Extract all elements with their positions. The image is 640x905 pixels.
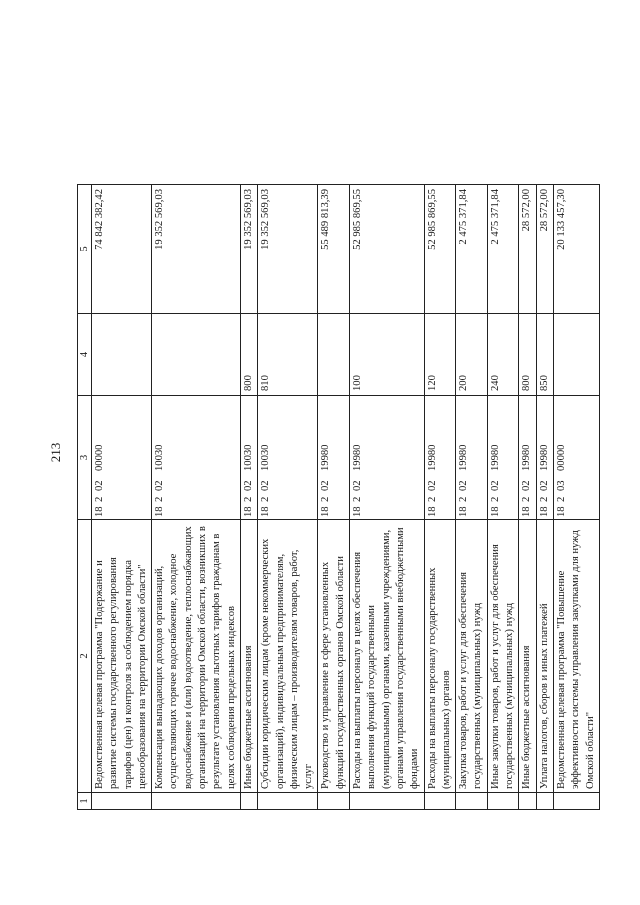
row-kind-cell: 810 <box>258 314 318 396</box>
code-part: 18 <box>489 506 501 517</box>
row-code-cell <box>519 396 536 520</box>
classification-code <box>489 398 503 517</box>
classification-code <box>538 398 552 517</box>
code-part: 02 <box>320 480 332 491</box>
row-code-cell <box>424 396 456 520</box>
classification-code <box>351 398 365 517</box>
row-kind-cell: 240 <box>487 314 519 396</box>
row-kind-cell: 100 <box>350 314 424 396</box>
row-code-cell <box>240 396 257 520</box>
row-code-cell <box>456 396 488 520</box>
row-number-cell <box>350 793 424 810</box>
table-row <box>487 185 519 810</box>
row-number-cell <box>519 793 536 810</box>
row-amount-cell: 19 352 569,03 <box>258 185 318 314</box>
code-part: 02 <box>489 480 501 491</box>
code-part: 18 <box>538 506 550 517</box>
row-number-cell <box>553 793 599 810</box>
code-part: 02 <box>260 480 272 491</box>
row-kind-cell: 200 <box>456 314 488 396</box>
row-kind-cell <box>152 314 241 396</box>
code-part: 2 <box>426 496 438 502</box>
row-amount-cell: 55 489 813,39 <box>318 185 350 314</box>
row-number-cell <box>487 793 519 810</box>
table-row <box>519 185 536 810</box>
code-part: 02 <box>538 480 550 491</box>
row-amount-cell: 28 572,00 <box>519 185 536 314</box>
row-number-cell <box>258 793 318 810</box>
code-part: 2 <box>521 496 533 502</box>
code-part: 18 <box>242 506 254 517</box>
code-part: 18 <box>260 506 272 517</box>
row-kind-cell: 850 <box>536 314 553 396</box>
code-part: 00000 <box>94 444 105 471</box>
code-part: 2 <box>555 496 567 502</box>
row-number-cell <box>92 793 152 810</box>
row-number-cell <box>318 793 350 810</box>
table-row <box>152 185 241 810</box>
code-part: 2 <box>489 496 501 502</box>
row-code-cell <box>553 396 599 520</box>
code-part: 2 <box>260 496 272 502</box>
row-code-cell <box>487 396 519 520</box>
code-part: 18 <box>458 506 470 517</box>
classification-code <box>520 398 534 517</box>
classification-code <box>426 398 440 517</box>
row-kind-cell: 800 <box>519 314 536 396</box>
row-code-cell <box>536 396 553 520</box>
budget-table-body <box>78 185 600 810</box>
row-kind-cell: 120 <box>424 314 456 396</box>
code-part: 19980 <box>458 444 470 471</box>
row-number-cell <box>152 793 241 810</box>
row-amount-cell: 52 985 869,55 <box>350 185 424 314</box>
classification-code <box>259 398 273 517</box>
code-part: 10030 <box>242 444 254 471</box>
table-row <box>456 185 488 810</box>
code-part: 2 <box>320 496 332 502</box>
code-part: 02 <box>458 480 470 491</box>
row-name-cell: Иные бюджетные ассигнования <box>519 520 536 793</box>
table-row <box>92 185 152 810</box>
code-part: 19980 <box>426 444 438 471</box>
row-kind-cell: 800 <box>240 314 257 396</box>
code-part: 19980 <box>521 444 533 471</box>
classification-code <box>93 398 107 517</box>
code-part: 18 <box>352 506 364 517</box>
code-part: 19980 <box>489 444 501 471</box>
row-amount-cell: 74 842 382,42 <box>92 185 152 314</box>
column-number: 4 <box>78 314 92 396</box>
row-kind-cell <box>92 314 152 396</box>
page-number: 213 <box>48 442 63 463</box>
row-code-cell <box>258 396 318 520</box>
code-part: 03 <box>555 480 567 491</box>
code-part: 19980 <box>320 444 332 471</box>
row-code-cell <box>152 396 241 520</box>
code-part: 18 <box>555 506 567 517</box>
row-code-cell <box>92 396 152 520</box>
row-code-cell <box>350 396 424 520</box>
row-name-cell: Закупка товаров, работ и услуг для обеспечения государственных (муниципальных) нужд <box>456 520 488 793</box>
row-kind-cell <box>318 314 350 396</box>
code-part: 10030 <box>154 444 166 471</box>
code-part: 18 <box>94 506 105 517</box>
row-name-cell: Ведомственная целевая программа "Подержание и развитие системы государственного регулирования тарифов (цен) и контроля за соблюдением порядка ценообразования на территории Омской области" <box>92 520 152 793</box>
code-part: 02 <box>352 480 364 491</box>
column-number: 5 <box>78 185 92 314</box>
code-part: 18 <box>521 506 533 517</box>
row-amount-cell: 28 572,00 <box>536 185 553 314</box>
column-number: 1 <box>78 793 92 810</box>
table-row <box>553 185 599 810</box>
classification-code <box>242 398 256 517</box>
row-number-cell <box>456 793 488 810</box>
code-part: 02 <box>154 480 166 491</box>
row-amount-cell: 20 133 457,30 <box>553 185 599 314</box>
row-kind-cell <box>553 314 599 396</box>
row-name-cell: Компенсация выпадающих доходов организаций, осуществляющих горячее водоснабжение, холодное водоснабжение и (или) водоотведение, теплоснабжающих организаций на территории Омской области, возникших в результате установления льготных тарифов гражданам в целях соблюдения предельных индексов <box>152 520 241 793</box>
classification-code <box>555 398 569 517</box>
row-name-cell: Ведомственная целевая программа "Повышение эффективности системы управления закупками для нужд Омской области" <box>553 520 599 793</box>
table-row <box>318 185 350 810</box>
table-row <box>350 185 424 810</box>
row-number-cell <box>536 793 553 810</box>
column-number: 2 <box>78 520 92 793</box>
code-part: 02 <box>426 480 438 491</box>
row-name-cell: Руководство и управление в сфере установленных функций государственных органов Омской области <box>318 520 350 793</box>
row-name-cell: Субсидии юридическим лицам (кроме некоммерческих организаций), индивидуальным предпринимателям, физическим лицам – производителям товаров, работ, услуг <box>258 520 318 793</box>
row-amount-cell: 2 475 371,84 <box>487 185 519 314</box>
table-row <box>258 185 318 810</box>
row-name-cell: Расходы на выплаты персоналу государственных (муниципальных) органов <box>424 520 456 793</box>
row-amount-cell: 2 475 371,84 <box>456 185 488 314</box>
row-name-cell: Уплата налогов, сборов и иных платежей <box>536 520 553 793</box>
code-part: 19980 <box>352 444 364 471</box>
code-part: 02 <box>94 480 105 491</box>
row-number-cell <box>240 793 257 810</box>
code-part: 18 <box>426 506 438 517</box>
code-part: 2 <box>94 496 105 502</box>
code-part: 2 <box>458 496 470 502</box>
code-part: 02 <box>521 480 533 491</box>
row-number-cell <box>424 793 456 810</box>
column-number-row <box>78 185 92 810</box>
row-amount-cell: 19 352 569,03 <box>152 185 241 314</box>
budget-table <box>77 184 600 810</box>
row-amount-cell: 19 352 569,03 <box>240 185 257 314</box>
code-part: 2 <box>352 496 364 502</box>
column-number: 3 <box>78 396 92 520</box>
row-amount-cell: 52 985 869,55 <box>424 185 456 314</box>
code-part: 18 <box>154 506 166 517</box>
code-part: 19980 <box>538 444 550 471</box>
code-part: 02 <box>242 480 254 491</box>
code-part: 2 <box>242 496 254 502</box>
table-row <box>424 185 456 810</box>
table-row <box>240 185 257 810</box>
row-name-cell: Иные закупки товаров, работ и услуг для обеспечения государственных (муниципальных) нужд <box>487 520 519 793</box>
code-part: 00000 <box>555 444 567 471</box>
classification-code <box>457 398 471 517</box>
table-row <box>536 185 553 810</box>
row-name-cell: Расходы на выплаты персоналу в целях обеспечения выполнения функций государственными (муниципальными) органами, казенными учреждениями, органами управления государственными внебюджетными фондами <box>350 520 424 793</box>
code-part: 2 <box>538 496 550 502</box>
code-part: 18 <box>320 506 332 517</box>
row-name-cell: Иные бюджетные ассигнования <box>240 520 257 793</box>
classification-code <box>153 398 167 517</box>
code-part: 2 <box>154 496 166 502</box>
code-part: 10030 <box>260 444 272 471</box>
classification-code <box>319 398 333 517</box>
row-code-cell <box>318 396 350 520</box>
